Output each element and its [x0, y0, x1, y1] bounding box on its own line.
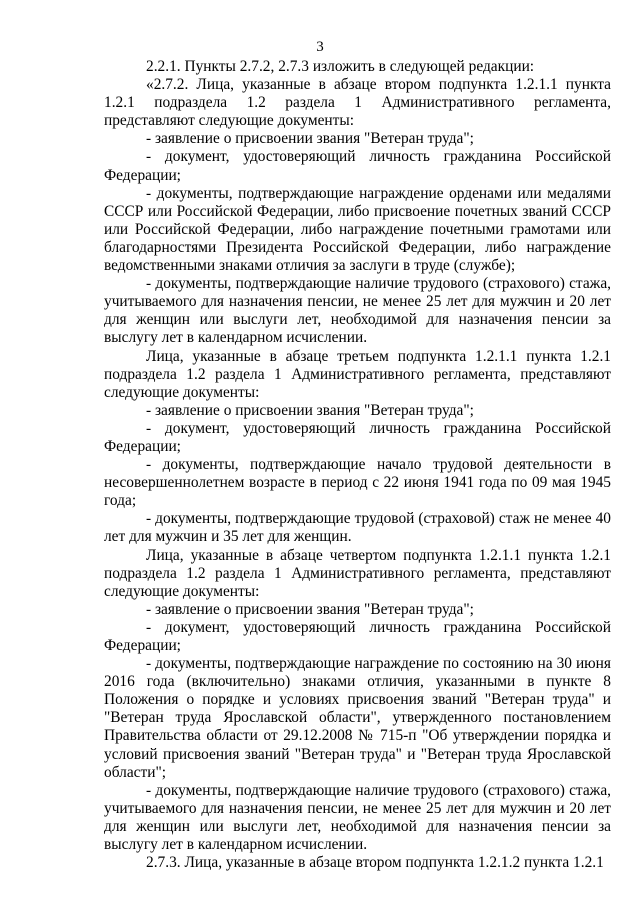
list-item: - документ, удостоверяющий личность гражданина Российской Федерации;: [104, 148, 611, 184]
document-body: [104, 58, 611, 872]
list-item: - заявление о присвоении звания "Ветеран труда";: [146, 600, 474, 618]
paragraph-abzac-tretiy: Лица, указанные в абзаце третьем подпункта 1.2.1.1 пункта 1.2.1 подраздела 1.2 раздела 1 Административного регламента, представляют следующие документы:: [104, 347, 611, 401]
paragraph-2-2-1: 2.2.1. Пункты 2.7.2, 2.7.3 изложить в следующей редакции:: [146, 58, 535, 75]
list-item: - заявление о присвоении звания "Ветеран труда";: [146, 130, 474, 148]
list-item: - документы, подтверждающие награждение по состоянию на 30 июня 2016 года (включительно) знаками отличия, указанными в пункте 8 Положения о порядке и условиях присвоения званий "Ветеран труда" и "Ветеран труда Ярославской области", утвержденного постановлением Правительства области от 29.12.2008 № 715-п "Об утверждении порядка и условий присвоения званий "Ветеран труда" и "Ветеран труда Ярославской области";: [104, 655, 611, 781]
list-item: - документы, подтверждающие награждение орденами или медалями СССР или Российской Федерации, либо присвоение почетных званий СССР или Российской Федерации, либо награждение почетными грамотами или благодарностями Президента Российской Федерации, либо награждение ведомственными знаками отличия за заслуги в труде (службе);: [104, 184, 611, 275]
paragraph-2-7-3: 2.7.3. Лица, указанные в абзаце втором подпункта 1.2.1.2 пункта 1.2.1: [146, 854, 604, 872]
list-item: - документы, подтверждающие начало трудовой деятельности в несовершеннолетнем возрасте в период с 22 июня 1941 года по 09 мая 1945 года;: [104, 456, 611, 510]
list-item: - документы, подтверждающие наличие трудового (страхового) стажа, учитываемого для назначения пенсии, не менее 25 лет для мужчин и 20 лет для женщин или выслуги лет, необходимой для назначения пенсии за выслугу лет в календарном исчислении.: [104, 781, 611, 854]
list-item: - документ, удостоверяющий личность гражданина Российской Федерации;: [104, 419, 611, 455]
paragraph-2-7-2: «2.7.2. Лица, указанные в абзаце втором подпункта 1.2.1.1 пункта 1.2.1 подраздела 1.2 раздела 1 Административного регламента, представляют следующие документы:: [104, 76, 611, 130]
page-number: 3: [316, 39, 324, 55]
list-item: - документы, подтверждающие наличие трудового (страхового) стажа, учитываемого для назначения пенсии, не менее 25 лет для мужчин и 20 лет для женщин или выслуги лет, необходимой для назначения пенсии за выслугу лет в календарном исчислении.: [104, 275, 611, 347]
list-item: - документы, подтверждающие трудовой (страховой) стаж не менее 40 лет для мужчин и 35 лет для женщин.: [104, 510, 611, 546]
paragraph-abzac-chetvertyi: Лица, указанные в абзаце четвертом подпункта 1.2.1.1 пункта 1.2.1 подраздела 1.2 раздела 1 Административного регламента, представляют следующие документы:: [104, 546, 611, 600]
list-item: - документ, удостоверяющий личность гражданина Российской Федерации;: [104, 618, 611, 654]
list-item: - заявление о присвоении звания "Ветеран труда";: [146, 401, 474, 419]
